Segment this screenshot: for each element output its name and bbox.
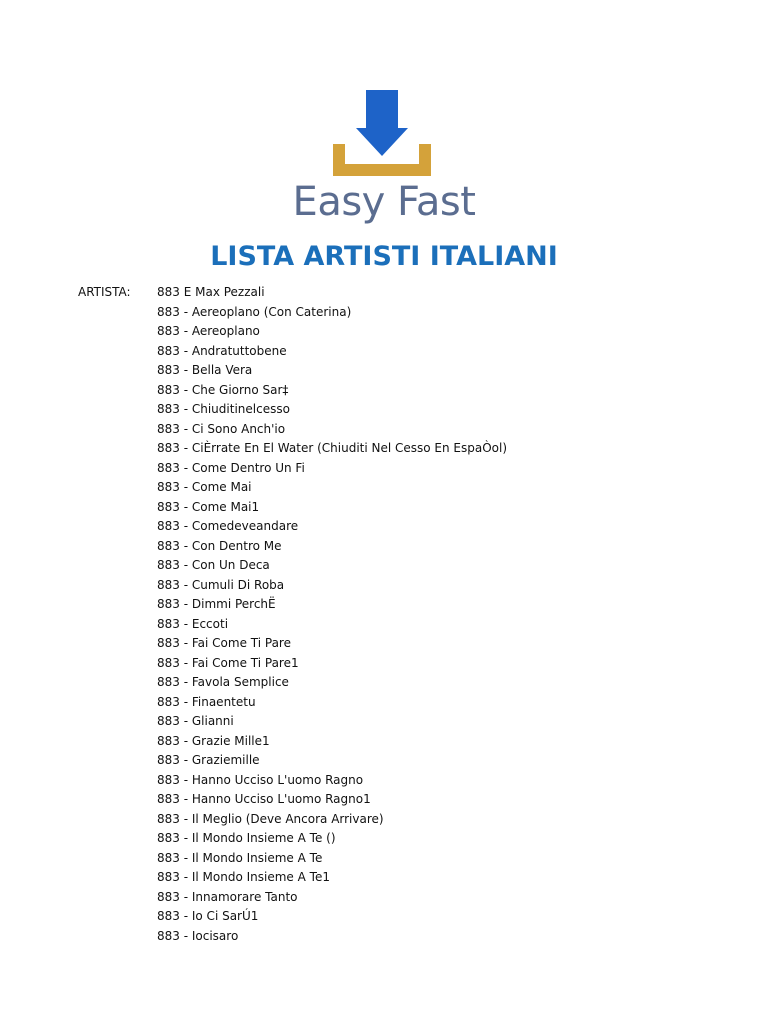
song-list-item: 883 - Io Ci SarÚ1 [157,909,259,923]
song-list-item: 883 - Fai Come Ti Pare [157,636,291,650]
logo-brand-text: Easy Fast [292,179,476,225]
song-list-item: 883 - Glianni [157,714,234,728]
song-list-item: 883 - Bella Vera [157,363,253,377]
song-list-item: 883 - Comedeveandare [157,519,299,533]
song-list-item: 883 E Max Pezzali [157,285,265,299]
song-list-item: 883 - Chiuditinelcesso [157,402,290,416]
song-list-item: 883 - Come Mai1 [157,499,260,514]
song-list-item: 883 - Iocisaro [157,928,239,943]
song-list-item: 883 - Favola Semplice [157,675,289,689]
song-list-item: 883 - Che Giorno Sar‡ [157,382,289,397]
song-list-item: 883 - Con Un Deca [157,558,270,572]
download-tray-icon [300,84,470,184]
song-list-item: 883 - Aereoplano (Con Caterina) [157,304,352,319]
song-list-item: 883 - Come Dentro Un Fi [157,460,305,475]
song-list-item: 883 - Graziemille [157,753,260,767]
song-list-item: 883 - Grazie Mille1 [157,733,270,748]
down-arrow-shape [356,90,408,156]
song-list-item: 883 - Innamorare Tanto [157,889,298,904]
song-list-item: 883 - Cumuli Di Roba [157,577,285,592]
song-list-item: 883 - Come Mai [157,480,252,494]
document-title: LISTA ARTISTI ITALIANI [210,241,558,272]
song-list-item: 883 - Il Mondo Insieme A Te () [157,831,336,845]
song-list-item: 883 - Hanno Ucciso L'uomo Ragno1 [157,792,371,806]
song-list-item: 883 - Con Dentro Me [157,538,282,553]
artist-label: ARTISTA: [78,285,131,299]
song-list-item: 883 - CiÈrrate En El Water (Chiuditi Nel Cesso En EspaÒol) [157,441,508,455]
song-list-item: 883 - Ci Sono Anch'io [157,421,286,436]
song-list-item: 883 - Eccoti [157,616,229,631]
song-list-item: 883 - Il Mondo Insieme A Te1 [157,870,330,884]
song-list-item: 883 - Andratuttobene [157,343,287,358]
song-list [157,283,507,946]
song-list-item: 883 - Fai Come Ti Pare1 [157,655,299,670]
song-list-item: 883 - Dimmi PerchË [157,597,276,611]
song-list-item: 883 - Aereoplano [157,324,260,338]
song-list-item: 883 - Il Meglio (Deve Ancora Arrivare) [157,811,384,826]
song-list-item: 883 - Hanno Ucciso L'uomo Ragno [157,772,364,787]
song-list-item: 883 - Finaentetu [157,694,256,709]
song-list-item: 883 - Il Mondo Insieme A Te [157,850,323,865]
